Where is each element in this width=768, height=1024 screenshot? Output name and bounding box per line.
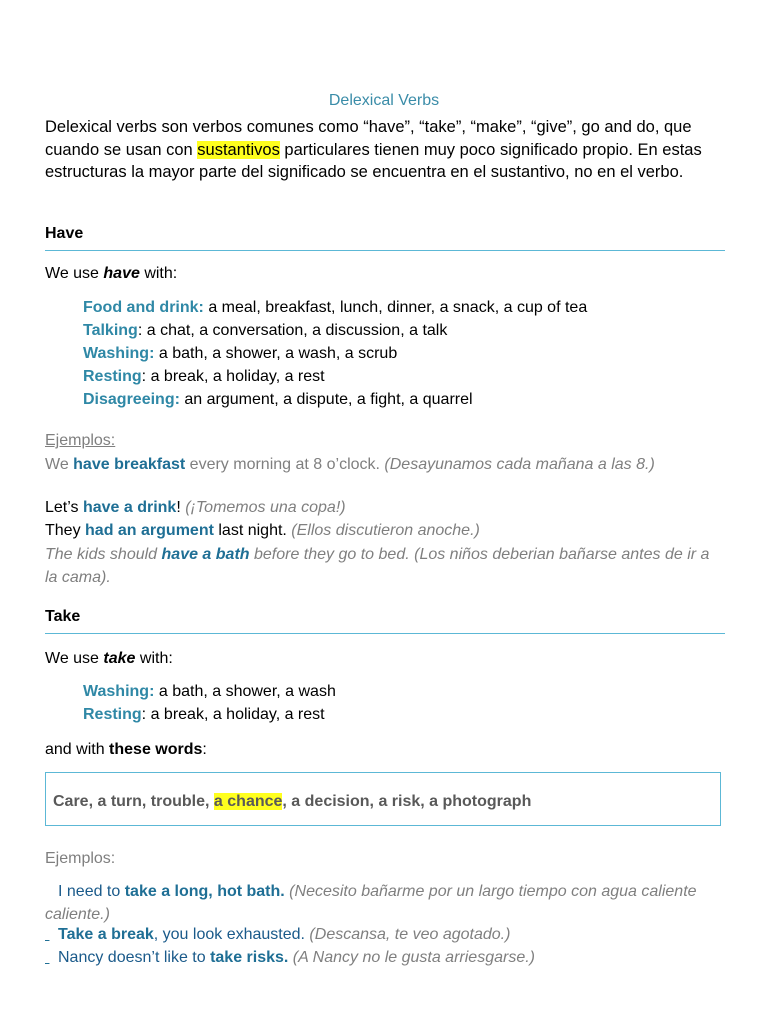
have-use-prefix: We use [45,265,104,282]
example-translation: (A Nancy no le gusta arriesgarse.) [288,949,535,966]
example-text: last night. [213,522,292,539]
have-item [83,345,397,363]
have-item [83,299,587,317]
take-item-text: a bath, a shower, a wash [154,683,336,700]
example-text: , you look exhausted. [153,926,305,943]
take-item-category: Washing: [83,683,155,700]
have-item-text: a bath, a shower, a wash, a scrub [154,345,398,362]
and-with-suffix: : [202,741,207,758]
and-with-bold: these words [109,741,203,758]
example-translation: (Ellos discutieron anoche.) [291,522,480,539]
take-use-verb: take [103,650,136,667]
take-words-box [45,772,721,826]
have-example-1 [45,454,725,477]
example-text: We [45,456,74,473]
have-item-category: Washing: [83,345,155,362]
have-item-category: Food and drink: [83,299,204,316]
example-text: Nancy doesn’t like to [58,949,211,966]
have-use-line [45,265,177,283]
example-translation: (¡Tomemos una copa!) [185,499,346,516]
intro-text-after: particulares tienen muy poco significado propio. En estas estructuras la mayor parte del significado se encuentra en el sustantivo, no en el verbo. [45,140,702,181]
example-phrase: Take a break [58,926,154,943]
take-heading: Take [45,608,81,625]
and-with-line [45,741,207,759]
take-example-1 [45,881,725,926]
have-item-separator: : [141,368,147,385]
intro-text-before: Delexical verbs son verbos comunes como “have”, “take”, “make”, “give”, go and do, que cuando se usan con [45,118,692,159]
take-item-text: a break, a holiday, a rest [146,706,325,723]
example-translation: (Necesito bañarme por un largo tiempo con agua caliente caliente.) [45,883,697,923]
take-example-3 [45,949,535,967]
example-text: The kids should [45,546,162,563]
have-item-category: Disagreeing: [83,391,180,408]
have-item-text: an argument, a dispute, a fight, a quarrel [179,391,473,408]
example-text: Let’s [45,499,83,516]
take-item [83,683,336,701]
take-use-suffix: with: [135,650,173,667]
take-example-2 [45,926,510,944]
have-example-2 [45,499,346,517]
have-use-verb: have [103,265,140,282]
example-phrase: take risks. [210,949,289,966]
example-text: I need to [58,883,125,900]
box-highlight: a chance [213,793,283,810]
have-item-category: Resting [83,368,142,385]
take-examples-label: Ejemplos: [45,850,116,867]
have-item-text: a break, a holiday, a rest [146,368,325,385]
have-item [83,391,473,409]
have-heading: Have [45,225,84,242]
have-item [83,368,325,386]
have-example-4 [45,544,725,589]
take-words-text [53,793,531,811]
example-translation: (Desayunamos cada mañana a las 8.) [384,456,655,473]
and-with-prefix: and with [45,741,110,758]
take-item-separator: : [141,706,147,723]
page-title: Delexical Verbs [328,92,440,109]
example-phrase: take a long, hot bath. [124,883,285,900]
example-phrase: had an argument [85,522,214,539]
example-phrase: have a drink [82,499,177,516]
take-divider [45,633,725,634]
example-text: They [45,522,86,539]
example-text: before they go to bed. (Los niños deberian bañarse antes de ir a la cama). [45,546,710,586]
bullet-marker [45,949,58,967]
have-examples-label: Ejemplos: [45,432,116,449]
box-text-before: Care, a turn, trouble, [53,793,214,810]
have-item-text: a meal, breakfast, lunch, dinner, a snack, a cup of tea [203,299,588,316]
have-example-3 [45,522,480,540]
take-item-category: Resting [83,706,142,723]
take-use-line [45,650,173,668]
have-item-category: Talking [83,322,138,339]
example-phrase: have breakfast [73,456,186,473]
have-item-separator: : [137,322,143,339]
box-text-after: , a decision, a risk, a photograph [282,793,532,810]
intro-paragraph [45,116,725,184]
example-phrase: have a bath [161,546,250,563]
example-translation: (Descansa, te veo agotado.) [304,926,511,943]
example-text: every morning at 8 o’clock. [185,456,385,473]
have-divider [45,250,725,251]
have-use-suffix: with: [139,265,178,282]
take-item [83,706,325,724]
have-item-text: a chat, a conversation, a discussion, a talk [142,322,448,339]
intro-highlight: sustantivos [197,140,280,159]
have-item [83,322,447,340]
example-text: ! [176,499,186,516]
take-use-prefix: We use [45,650,104,667]
bullet-marker [45,926,58,944]
